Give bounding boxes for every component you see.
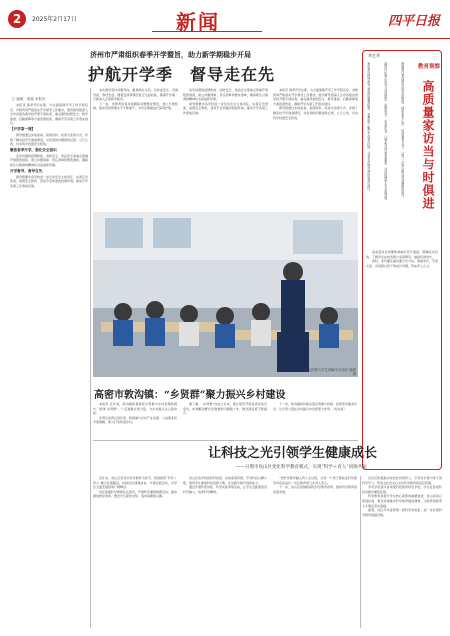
sidebar-vertical-column: 家访是连接学校与家庭的重要纽带，是教师了解学生成长环境、与家长沟通交流的有效途径。: [366, 62, 371, 194]
lead-paragraph: 各学校围绕疫情防控、消防安全、食品安全等重点领域开展隐患排查，建立问题清单、责任清单和整改清单，确保师生以饱满的精神状态迎接新学期。: [10, 153, 88, 167]
lead-headline: 护航开学季 督导走在先: [88, 65, 276, 84]
middle-headline: 高密市敦沟镇：“乡贤群”聚力振兴乡村建设: [94, 390, 286, 401]
bottom-subheadline: ——日照市岚山区优化科学教育模式，实现“科学＋育人”同频共振: [236, 465, 367, 470]
lead-paragraph: 督导组要求各学校进一步压实安全主体责任，完善应急预案，加强安全教育，营造平安和谐的校园环境，推动开学各项工作落地见效。: [10, 174, 88, 188]
column-divider: [360, 476, 361, 628]
lead-subhead: 开学督导，督导在先: [10, 168, 43, 173]
sidebar-tag: 教育观察: [418, 64, 441, 70]
lead-subhead: 【开学第一课】: [10, 126, 36, 131]
sidebar-paragraph: 高质量家访需要教师做好充分准备，明确家访目的，了解学生在校表现与家庭情况，做到有的放矢。: [366, 250, 438, 259]
issue-date: 2025年2月17日: [32, 16, 77, 23]
sidebar-vertical-column: 教师要以真诚的态度走进家庭，倾听家长心声，形成教育合力，让每一次家访都成为温暖的陪伴。: [400, 62, 405, 200]
middle-column-3: [273, 402, 357, 438]
column-divider: [90, 88, 91, 628]
sidebar-title: 高质量家访当与时俱进: [421, 80, 435, 210]
bottom-column-3: [273, 476, 357, 631]
middle-column-2: [183, 402, 267, 438]
sidebar-author: 李艺华: [368, 53, 380, 58]
lead-paragraph: 下一步，市教育局将持续跟踪问题整改情况，建立长效机制，推动学校管理水平不断提升，为学生健康成长保驾护航。: [93, 101, 178, 111]
lead-paragraph: 本报讯 春季开学在即，为全面保障开学工作平稳有序，市教育局严格落实开学督导工作要求，组织督导组深入全市各级各类学校开展专项检查，重点围绕校园安全、教学准备、后勤保障等方面逐项核查，确保开学各项工作落实到位。: [10, 103, 88, 126]
middle-divider: [93, 440, 358, 441]
lead-column-1: [10, 103, 88, 375]
bottom-paragraph: 通过开展科普讲座、科学实验秀等活动，让学生近距离感受科学魅力，培养科学精神。: [183, 485, 267, 494]
lead-paragraph: 各学校围绕疫情防控、消防安全、食品安全等重点领域开展隐患排查，建立问题清单、责任清单和整改清单，确保师生以饱满的精神状态迎接新学期。: [183, 88, 268, 102]
lead-paragraph: 本次督导坚持问题导向，聚焦师生关切，对校舍安全、设施设备、教材发放、课程安排等情况进行全面检查，确保开学第一天就进入正常教学秩序。: [93, 88, 178, 102]
bottom-paragraph: 岚山区各学校依托科技馆、实验室等资源，开设科技兴趣小组，组织学生参加科技创新大赛，在实践中提升创新能力。: [183, 476, 267, 485]
sidebar-vertical-column: 新时代的家访应当与时俱进，创新形式、丰富内容，让家校合作更加紧密，共同促进学生全面发展。: [383, 62, 388, 203]
lead-byline: □ 融媒 · 胡晶 本报讯: [12, 97, 46, 101]
middle-paragraph: 本报讯 近年来，敦沟镇积极探索乡贤参与乡村治理新模式，组建“乡贤群”，广泛凝聚乡贤力量，为乡村振兴注入新动能。: [93, 402, 177, 416]
bottom-paragraph: “把科学教育融入育人全过程，让每一个孩子都能在科学探究中收获成长。”该区教育部门负责人表示。: [273, 476, 357, 485]
lead-column-4: [273, 88, 358, 208]
lead-paragraph: 督导组要求各学校进一步压实安全主体责任，完善应急预案，加强安全教育，营造平安和谐的校园环境，推动开学各项工作落地见效。: [183, 101, 268, 115]
lead-photo-caption: 图为民警为学生讲解安全知识 融媒 摄: [304, 368, 356, 377]
middle-column-1: [93, 402, 177, 438]
bottom-column-1: [93, 476, 177, 631]
lead-kicker: 济州市严肃组织春季开学暨旨，助力新学期稳步开局: [90, 50, 251, 59]
sidebar-body: [366, 250, 438, 465]
lead-paragraph: 本报讯 春季开学在即，为全面保障开学工作平稳有序，市教育局严格落实开学督导工作要求，组织督导组深入全市各级各类学校开展专项检查，重点围绕校园安全、教学准备、后勤保障等方面逐项核查，确保开学各项工作落实到位。: [273, 88, 358, 106]
bottom-paragraph: 科学教育是提升学生核心素养的重要途径，岚山区将以更高标准、更实举措推动科学教育提质增效，为培养创新型人才奠定坚实基础。: [362, 494, 442, 508]
bottom-paragraph: 多所学校获评省市级科技教育特色学校，学生在各级科技竞赛中屡获佳绩。: [362, 485, 442, 494]
bottom-paragraph: 该区还积极推动家校社协同育人，引导家长参与孩子的科学学习，营造全社会关心支持科学教育的良好氛围。: [362, 476, 442, 485]
bottom-paragraph: 下一步，岚山区将继续深化科学教育改革，推动科学教育高质量发展。: [273, 485, 357, 494]
bottom-paragraph: 该区加强科学教师队伍建设，开展科学课程教研活动，推动课堂教学改革，激发学生探索未知、追求真理的兴趣。: [93, 489, 177, 499]
bottom-column-4: [362, 476, 442, 631]
middle-paragraph: 下一步，敦沟镇将持续完善乡贤参与机制，搭建更多服务平台，让乡贤力量在乡村振兴中发挥更大作用。（刘文斌）: [273, 402, 357, 411]
bottom-column-2: [183, 476, 267, 631]
section-title: 新闻: [176, 10, 220, 34]
header-divider: [0, 38, 450, 39]
lead-photo: [93, 212, 358, 377]
newspaper-brand: 四平日报: [387, 14, 440, 29]
sidebar-paragraph: 同时，家访要注重沟通方式方法，尊重家长，平等交流，共同探讨孩子的成长问题，形成育人合力。: [366, 259, 438, 268]
lead-column-2: [93, 88, 178, 208]
page-header: [0, 0, 450, 44]
middle-paragraph: 乡贤们发挥自身优势，积极参与乡村产业发展、公益事业和矛盾调解，助力打造和美乡村。: [93, 415, 177, 425]
bottom-paragraph: 近年来，岚山区坚持以科学教育为抓手，积极探索“科学＋育人”融合发展路径，持续优化课程体系，丰富实践活动，为学生全面发展搭建广阔舞台。: [93, 476, 177, 490]
middle-paragraph: 据了解，“乡贤群”自成立以来，累计组织开展各类活动百余次，协调解决群众急难愁盼问题数十件，群众满意度不断提升。: [183, 402, 267, 416]
lead-paragraph: 督导组通过实地查看、查阅资料、座谈交流等方式，详细了解各校开学准备情况，对发现的问题现场反馈、立行立改，切实筑牢校园安全防线。: [273, 106, 358, 120]
bottom-headline: 让科技之光引领学生健康成长: [208, 446, 378, 461]
lead-column-3: [183, 88, 268, 208]
lead-paragraph: 督导组通过实地查看、查阅资料、座谈交流等方式，详细了解各校开学准备情况，对发现的问题现场反馈、立行立改，切实筑牢校园安全防线。: [10, 132, 88, 147]
title-rule: [152, 31, 262, 32]
page-number: 2: [8, 10, 26, 28]
bottom-paragraph: 据悉，该区今年将新建一批科学实验室，进一步完善科学教育基础设施。: [362, 508, 442, 517]
lead-subhead: 聚焦春季开学，强化安全意识: [10, 147, 57, 152]
